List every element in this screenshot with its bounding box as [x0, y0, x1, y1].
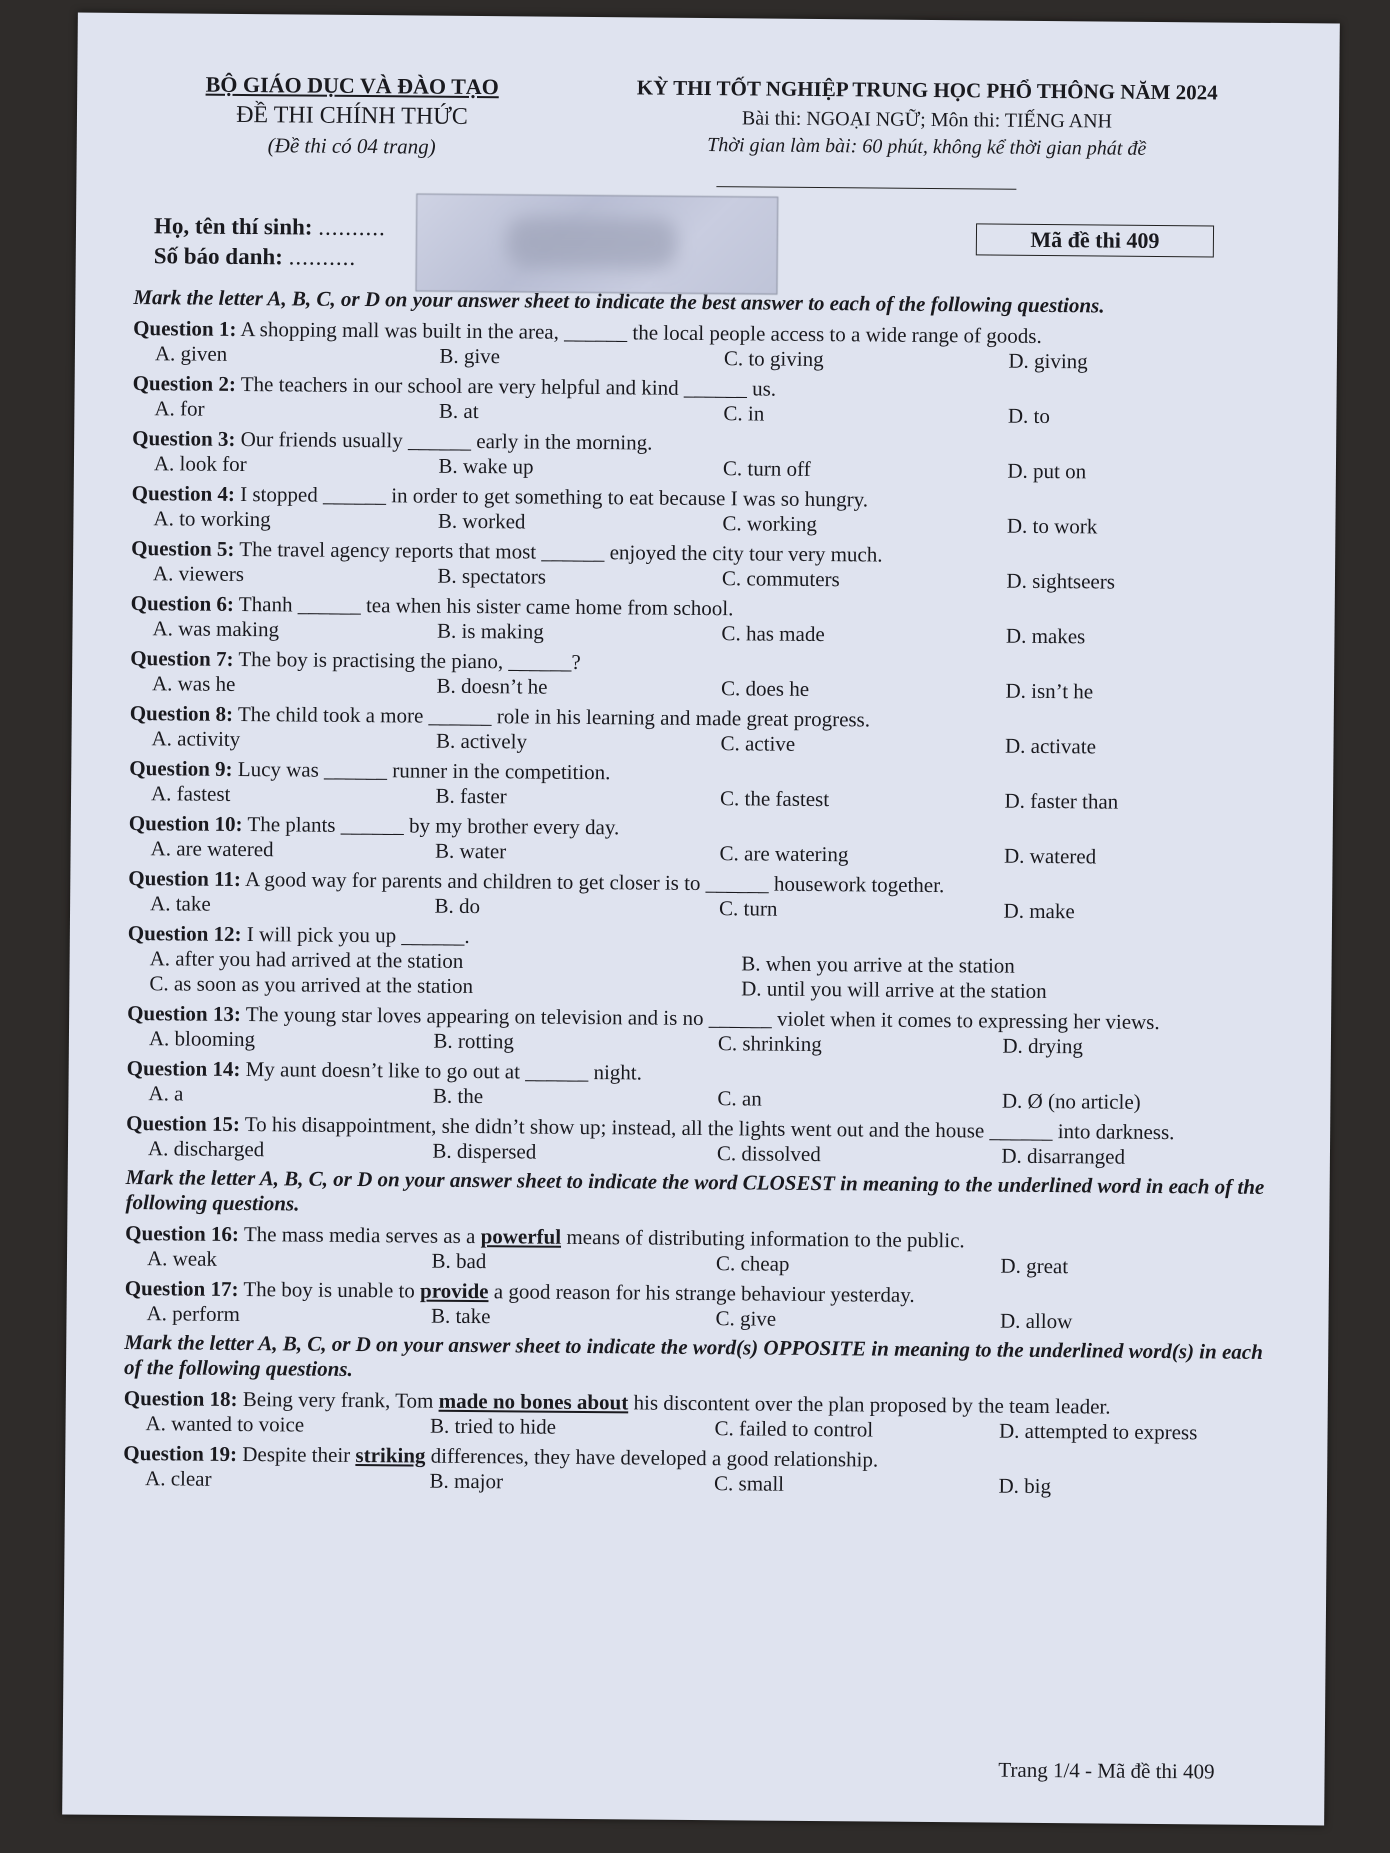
name-label: Họ, tên thí sinh:: [153, 213, 313, 240]
question-block: [130, 591, 1290, 651]
page-footer: Trang 1/4 - Mã đề thi 409: [998, 1757, 1215, 1784]
answer-option: D. faster than: [1004, 788, 1119, 814]
question-block: [123, 1386, 1283, 1446]
question-number: Question 19:: [123, 1440, 238, 1466]
answer-option: A. after you had arrived at the station: [149, 946, 464, 973]
question-number: Question 10:: [128, 811, 243, 836]
id-label: Số báo danh:: [153, 243, 283, 270]
question-stem: Our friends usually ______ early in the morning.: [240, 426, 653, 455]
question-number: Question 2:: [132, 371, 237, 396]
question-number: Question 13:: [127, 1000, 242, 1026]
answer-option: D. to: [1007, 403, 1051, 429]
question-number: Question 8:: [129, 701, 234, 726]
answer-option: D. big: [998, 1473, 1052, 1499]
answer-option: A. viewers: [152, 561, 245, 586]
answer-option: A. was making: [152, 616, 280, 642]
answer-option: A. clear: [144, 1466, 212, 1491]
answer-option: C. small: [713, 1471, 785, 1496]
question-block: [129, 756, 1289, 816]
question-stem: My aunt doesn’t like to go out at ______ night.: [245, 1057, 643, 1085]
answer-option: B. take: [430, 1303, 491, 1329]
answer-option: C. failed to control: [714, 1416, 874, 1442]
answer-option: A. for: [154, 396, 205, 421]
question-number: Question 9:: [129, 756, 233, 781]
answer-option: D. put on: [1007, 458, 1087, 484]
question-block: [124, 1276, 1284, 1336]
answer-option: C. as soon as you arrived at the station: [149, 971, 474, 999]
underlined-word: striking: [355, 1443, 426, 1468]
underlined-word: powerful: [480, 1224, 562, 1249]
header-right: [557, 75, 1298, 162]
section-instruction: Mark the letter A, B, C, or D on your answer sheet to indicate the best answer to each of the following questions.: [133, 285, 1105, 318]
answer-option: B. major: [429, 1468, 504, 1494]
question-block: [130, 646, 1290, 706]
answer-option: A. discharged: [147, 1136, 265, 1162]
answer-option: C. does he: [720, 676, 810, 701]
answer-option: C. turn off: [722, 456, 811, 481]
answer-option: D. to work: [1006, 513, 1098, 539]
answer-option: B. faster: [435, 783, 507, 809]
header-left: [137, 71, 568, 161]
question-block: [131, 536, 1291, 596]
blurred-candidate-box: [415, 193, 778, 294]
question-stem: The travel agency reports that most ______ enjoyed the city tour very much.: [239, 536, 883, 567]
question-stem: The young star loves appearing on television and is no ______ violet when it comes to expressing her views.: [245, 1002, 1160, 1035]
answer-option: A. are watered: [150, 836, 274, 862]
answer-option: D. sightseers: [1006, 568, 1116, 594]
answer-option: B. worked: [437, 508, 526, 534]
question-stem: a good reason for his strange behaviour yesterday.: [488, 1279, 915, 1307]
underlined-word: made no bones about: [438, 1388, 629, 1415]
questions-area: [123, 281, 1294, 1501]
question-stem: The plants ______ by my brother every day.: [247, 812, 620, 840]
answer-option: C. an: [717, 1086, 762, 1111]
answer-option: A. look for: [153, 451, 247, 477]
exam-subject: Bài thi: NGOẠI NGỮ; Môn thi: TIẾNG ANH: [741, 107, 1113, 133]
answer-option: C. cheap: [715, 1251, 790, 1276]
answer-option: B. water: [434, 838, 507, 864]
answer-option: B. actively: [435, 728, 528, 754]
question-number: Question 11:: [128, 866, 242, 891]
question-stem: The boy is practising the piano, ______?: [238, 646, 581, 674]
answer-option: B. when you arrive at the station: [741, 951, 1015, 978]
question-block: [127, 921, 1288, 1006]
answer-option: C. in: [723, 401, 765, 426]
answer-option: C. the fastest: [719, 786, 830, 812]
answer-option: C. commuters: [721, 566, 840, 592]
answer-option: B. the: [432, 1083, 484, 1109]
question-block: [133, 316, 1293, 376]
question-stem: means of distributing information to the public.: [561, 1224, 965, 1253]
answer-option: A. perform: [146, 1301, 240, 1326]
question-block: [132, 371, 1292, 431]
answer-option: D. great: [1000, 1253, 1069, 1279]
options-row: [127, 946, 1287, 1006]
answer-option: B. give: [439, 343, 501, 369]
answer-option: A. given: [154, 341, 228, 366]
question-stem: The mass media serves as a: [243, 1222, 481, 1249]
question-number: Question 15:: [126, 1110, 241, 1136]
exam-title: KỲ THI TỐT NGHIỆP TRUNG HỌC PHỔ THÔNG NĂM 2024: [636, 75, 1218, 105]
question-number: Question 18:: [123, 1385, 238, 1411]
exam-page: [62, 13, 1340, 1826]
question-stem: The teachers in our school are very helpful and kind ______ us.: [240, 371, 777, 401]
official-label: ĐỀ THI CHÍNH THỨC: [236, 101, 468, 130]
answer-option: D. disarranged: [1001, 1143, 1126, 1169]
question-stem: Lucy was ______ runner in the competition.: [237, 756, 611, 785]
question-stem: To his disappointment, she didn’t show up; instead, all the lights went out and the house ______ into darkness.: [244, 1112, 1175, 1145]
question-block: [131, 481, 1291, 541]
question-number: Question 16:: [125, 1220, 240, 1246]
answer-option: B. dispersed: [432, 1138, 537, 1164]
answer-option: A. fastest: [150, 781, 231, 806]
ministry-name: BỘ GIÁO DỤC VÀ ĐÀO TẠO: [205, 71, 499, 100]
answer-option: D. watered: [1003, 843, 1097, 869]
question-stem: The child took a more ______ role in his learning and made great progress.: [237, 701, 871, 732]
answer-option: C. dissolved: [716, 1141, 821, 1167]
section-instruction: Mark the letter A, B, C, or D on your answer sheet to indicate the word CLOSEST in meaning to the underlined word in each of the following questions.: [125, 1164, 1265, 1216]
question-number: Question 12:: [127, 920, 242, 946]
answer-option: D. activate: [1004, 733, 1097, 759]
answer-option: B. wake up: [438, 453, 534, 479]
header-rule: [716, 186, 1016, 190]
answer-option: D. allow: [999, 1308, 1073, 1334]
answer-option: A. a: [148, 1081, 184, 1106]
question-block: [126, 1111, 1286, 1171]
page-count: (Đề thi có 04 trang): [267, 133, 436, 159]
underlined-word: provide: [420, 1278, 489, 1304]
answer-option: C. shrinking: [717, 1031, 822, 1057]
question-number: Question 7:: [130, 646, 234, 671]
answer-option: C. has made: [721, 621, 825, 647]
question-number: Question 14:: [126, 1055, 241, 1081]
answer-option: B. doesn’t he: [436, 673, 548, 699]
answer-option: C. turn: [718, 896, 778, 921]
answer-option: B. rotting: [433, 1028, 515, 1054]
answer-option: B. tried to hide: [429, 1413, 557, 1439]
question-number: Question 1:: [133, 316, 237, 341]
name-dots: ..........: [318, 214, 386, 241]
id-dots: ..........: [288, 244, 357, 270]
question-stem: Despite their: [242, 1442, 356, 1468]
question-number: Question 5:: [131, 536, 235, 561]
question-block: [129, 701, 1289, 761]
answer-option: C. active: [720, 731, 796, 756]
question-number: Question 3:: [132, 426, 236, 451]
answer-option: B. at: [438, 398, 479, 424]
question-stem: The boy is unable to: [243, 1277, 421, 1303]
question-block: [125, 1221, 1285, 1281]
answer-option: D. giving: [1008, 348, 1088, 374]
question-block: [132, 426, 1292, 486]
answer-option: A. was he: [151, 671, 236, 696]
exam-time: Thời gian làm bài: 60 phút, không kể thời gian phát đề: [707, 134, 1147, 160]
question-stem: his discontent over the plan proposed by the team leader.: [628, 1390, 1111, 1419]
question-block: [127, 1001, 1287, 1061]
answer-option: B. is making: [436, 618, 544, 644]
question-stem: Thanh ______ tea when his sister came home from school.: [238, 591, 734, 621]
question-stem: A good way for parents and children to get closer is to ______ housework together.: [244, 867, 945, 898]
answer-option: C. working: [722, 511, 818, 536]
answer-option: B. do: [434, 893, 481, 919]
answer-option: B. bad: [431, 1248, 487, 1274]
answer-option: D. make: [1003, 898, 1075, 924]
answer-option: B. spectators: [437, 563, 547, 589]
answer-option: A. blooming: [148, 1026, 256, 1052]
answer-option: D. drying: [1002, 1033, 1084, 1059]
answer-option: A. to working: [153, 506, 271, 532]
question-number: Question 4:: [131, 481, 236, 506]
question-stem: I will pick you up ______.: [246, 922, 470, 948]
question-block: [126, 1056, 1286, 1116]
question-stem: A shopping mall was built in the area, ______ the local people access to a wide range of goods.: [240, 316, 1042, 348]
answer-option: A. weak: [146, 1246, 218, 1271]
question-block: [128, 811, 1288, 871]
question-block: [128, 866, 1288, 926]
exam-code: Mã đề thi 409: [976, 223, 1214, 257]
answer-option: D. attempted to express: [998, 1418, 1198, 1445]
answer-option: A. wanted to voice: [145, 1411, 305, 1437]
question-stem: differences, they have developed a good relationship.: [425, 1443, 879, 1472]
question-number: Question 17:: [124, 1275, 239, 1301]
answer-option: A. take: [150, 891, 211, 916]
answer-option: D. Ø (no article): [1001, 1088, 1141, 1114]
question-block: [123, 1441, 1283, 1501]
candidate-info: [154, 211, 386, 273]
answer-option: D. makes: [1005, 623, 1086, 649]
answer-option: C. are watering: [719, 841, 849, 867]
answer-option: A. activity: [151, 726, 241, 751]
answer-option: C. give: [715, 1306, 777, 1331]
question-number: Question 6:: [130, 591, 235, 616]
answer-option: C. to giving: [723, 346, 824, 372]
section-instruction: Mark the letter A, B, C, or D on your answer sheet to indicate the word(s) OPPOSITE in meaning to the underlined word(s) in each of the following questions.: [123, 1329, 1263, 1381]
question-stem: I stopped ______ in order to get something to eat because I was so hungry.: [240, 481, 869, 512]
question-stem: Being very frank, Tom: [242, 1387, 439, 1413]
answer-option: D. isn’t he: [1005, 678, 1094, 704]
answer-option: D. until you will arrive at the station: [741, 976, 1047, 1004]
